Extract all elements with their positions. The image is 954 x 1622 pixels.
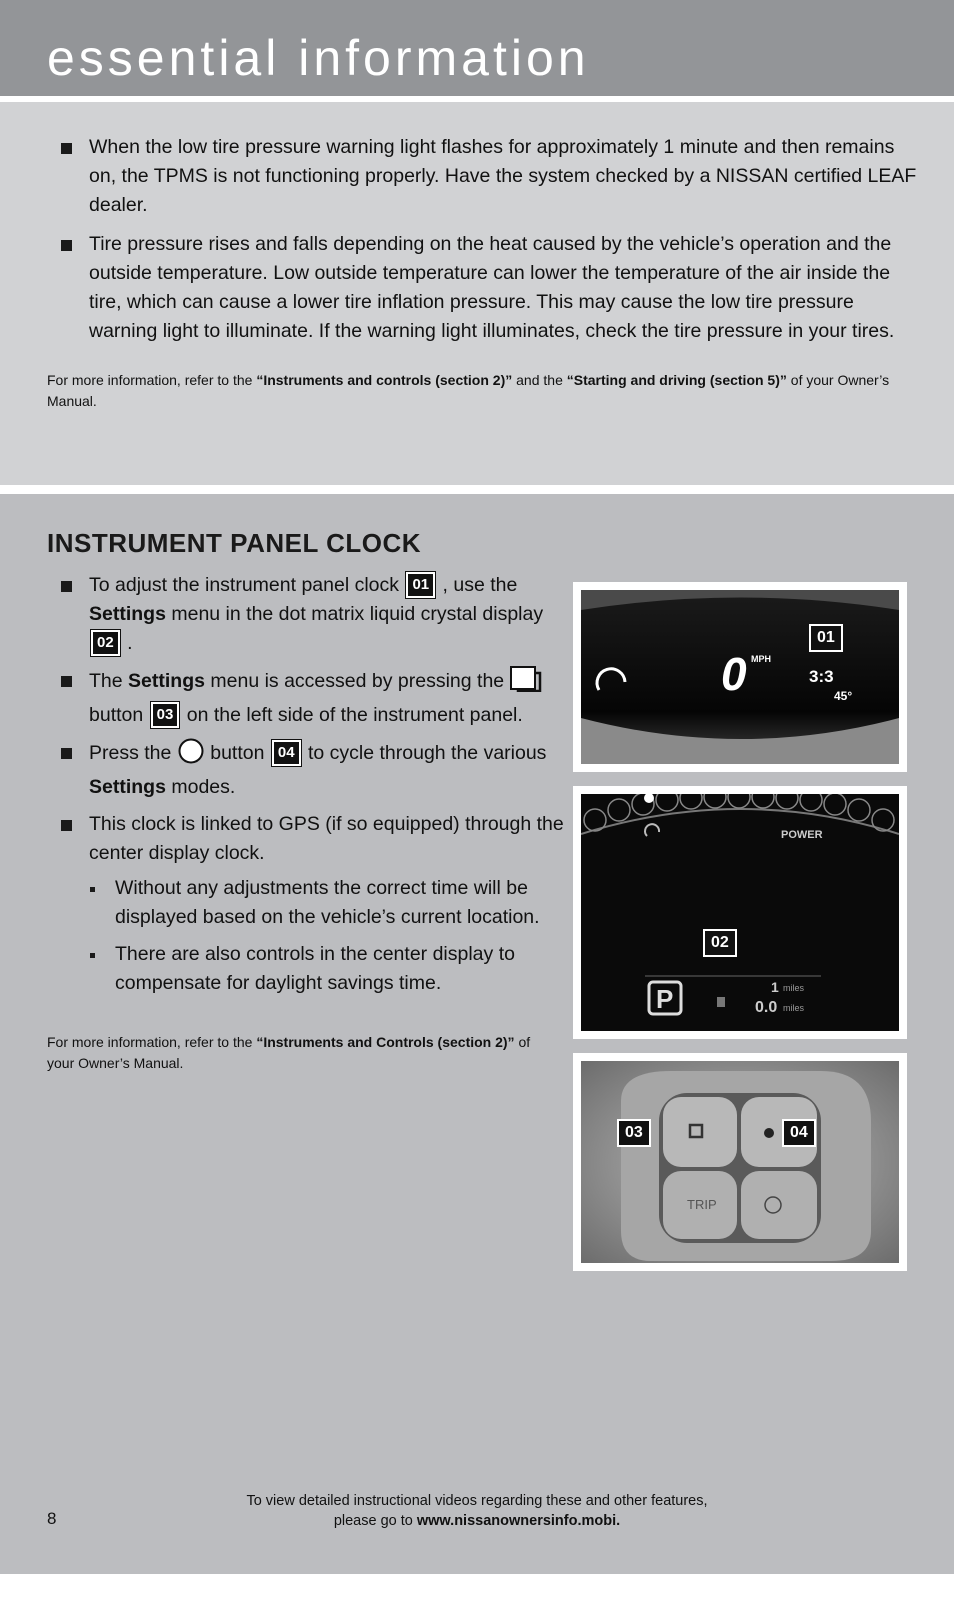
list-item: When the low tire pressure warning light flashes for approximately 1 minute and then remains on, the TPMS is not functioning properly. Have the system checked by a NISSAN certified LEAF dealer. [47, 133, 917, 220]
list-item: Press the button 04 to cycle through the various Settings modes. [47, 738, 567, 802]
list-item: This clock is linked to GPS (if so equipped) through the center display clock. Without any adjustments the correct time will be displayed based on the vehicle’s current location. There are also controls in the center display to compensate for daylight savings time. [47, 810, 567, 998]
callout-badge: 02 [91, 630, 120, 656]
callout-badge: 01 [406, 572, 435, 598]
bullet-dot-icon [90, 887, 95, 892]
dot-matrix-display-photo [573, 786, 907, 1039]
callout-badge: 03 [151, 702, 180, 728]
round-button-icon [177, 738, 205, 773]
instrument-panel-photo [573, 582, 907, 772]
instrument-panel-image [581, 590, 899, 764]
section-title: INSTRUMENT PANEL CLOCK [47, 528, 422, 558]
odometer-unit: miles [783, 983, 805, 993]
callout-badge: 01 [809, 624, 843, 652]
callout-badge: 02 [703, 929, 737, 957]
list-item: Tire pressure rises and falls depending on the heat caused by the vehicle’s operation and the outside temperature. Low outside temperature can lower the temperature of the air inside the tire, which can cause a lower tire inflation pressure. This may cause the low tire pressure warning light to illuminate. If the warning light illuminates, check the tire pressure in your tires. [47, 230, 917, 346]
temperature-readout: 45° [834, 689, 853, 703]
bullet-square-icon [61, 748, 72, 759]
bullet-dot-icon [90, 953, 95, 958]
callout-badge: 04 [272, 740, 301, 766]
bullet-square-icon [61, 581, 72, 592]
page-header [0, 0, 954, 96]
dot-matrix-display-image [581, 794, 899, 1031]
trip-unit: miles [783, 1003, 805, 1013]
list-item: There are also controls in the center display to compensate for daylight savings time. [89, 940, 567, 998]
bullet-square-icon [61, 676, 72, 687]
page-number: 8 [47, 1509, 57, 1528]
bullet-square-icon [61, 820, 72, 831]
speed-unit: MPH [751, 654, 771, 664]
callout-badge: 04 [782, 1119, 816, 1147]
trip-button-label: TRIP [687, 1197, 717, 1212]
trip-value: 0.0 [755, 999, 778, 1016]
bullet-square-icon [61, 240, 72, 251]
tpms-bullet-list [47, 133, 917, 356]
gear-indicator: P [656, 984, 674, 1014]
footer-note: To view detailed instructional videos regarding these and other features, please go to www.nissanownersinfo.mobi. [246, 1493, 708, 1529]
display-button-icon [510, 666, 542, 701]
website-link[interactable]: www.nissanownersinfo.mobi. [416, 1513, 621, 1529]
sub-bullet-list [89, 874, 567, 998]
clock-reference-note: For more information, refer to the “Instruments and Controls (section 2)” of your Owner’s Manual. [47, 1034, 531, 1071]
list-item: Without any adjustments the correct time will be displayed based on the vehicle’s current location. [89, 874, 567, 932]
odometer-value: 1 [771, 979, 779, 995]
speed-readout: 0 [721, 648, 747, 700]
bullet-square-icon [61, 143, 72, 154]
list-item: To adjust the instrument panel clock 01 , use the Settings menu in the dot matrix liquid crystal display 02 . [47, 571, 567, 658]
clock-bullet-list [47, 571, 567, 1006]
clock-readout: 3:3 [809, 667, 834, 686]
page-title: essential information [47, 30, 590, 86]
tpms-reference-note: For more information, refer to the “Instruments and controls (section 2)” and the “Starting and driving (section 5)” of your Owner’s Manual. [47, 372, 890, 409]
callout-badge: 03 [617, 1119, 651, 1147]
list-item: The Settings menu is accessed by pressing the button 03 on the left side of the instrument panel. [47, 666, 567, 730]
power-label: POWER [781, 829, 823, 841]
control-buttons-photo [573, 1053, 907, 1271]
control-buttons-image [581, 1061, 899, 1263]
